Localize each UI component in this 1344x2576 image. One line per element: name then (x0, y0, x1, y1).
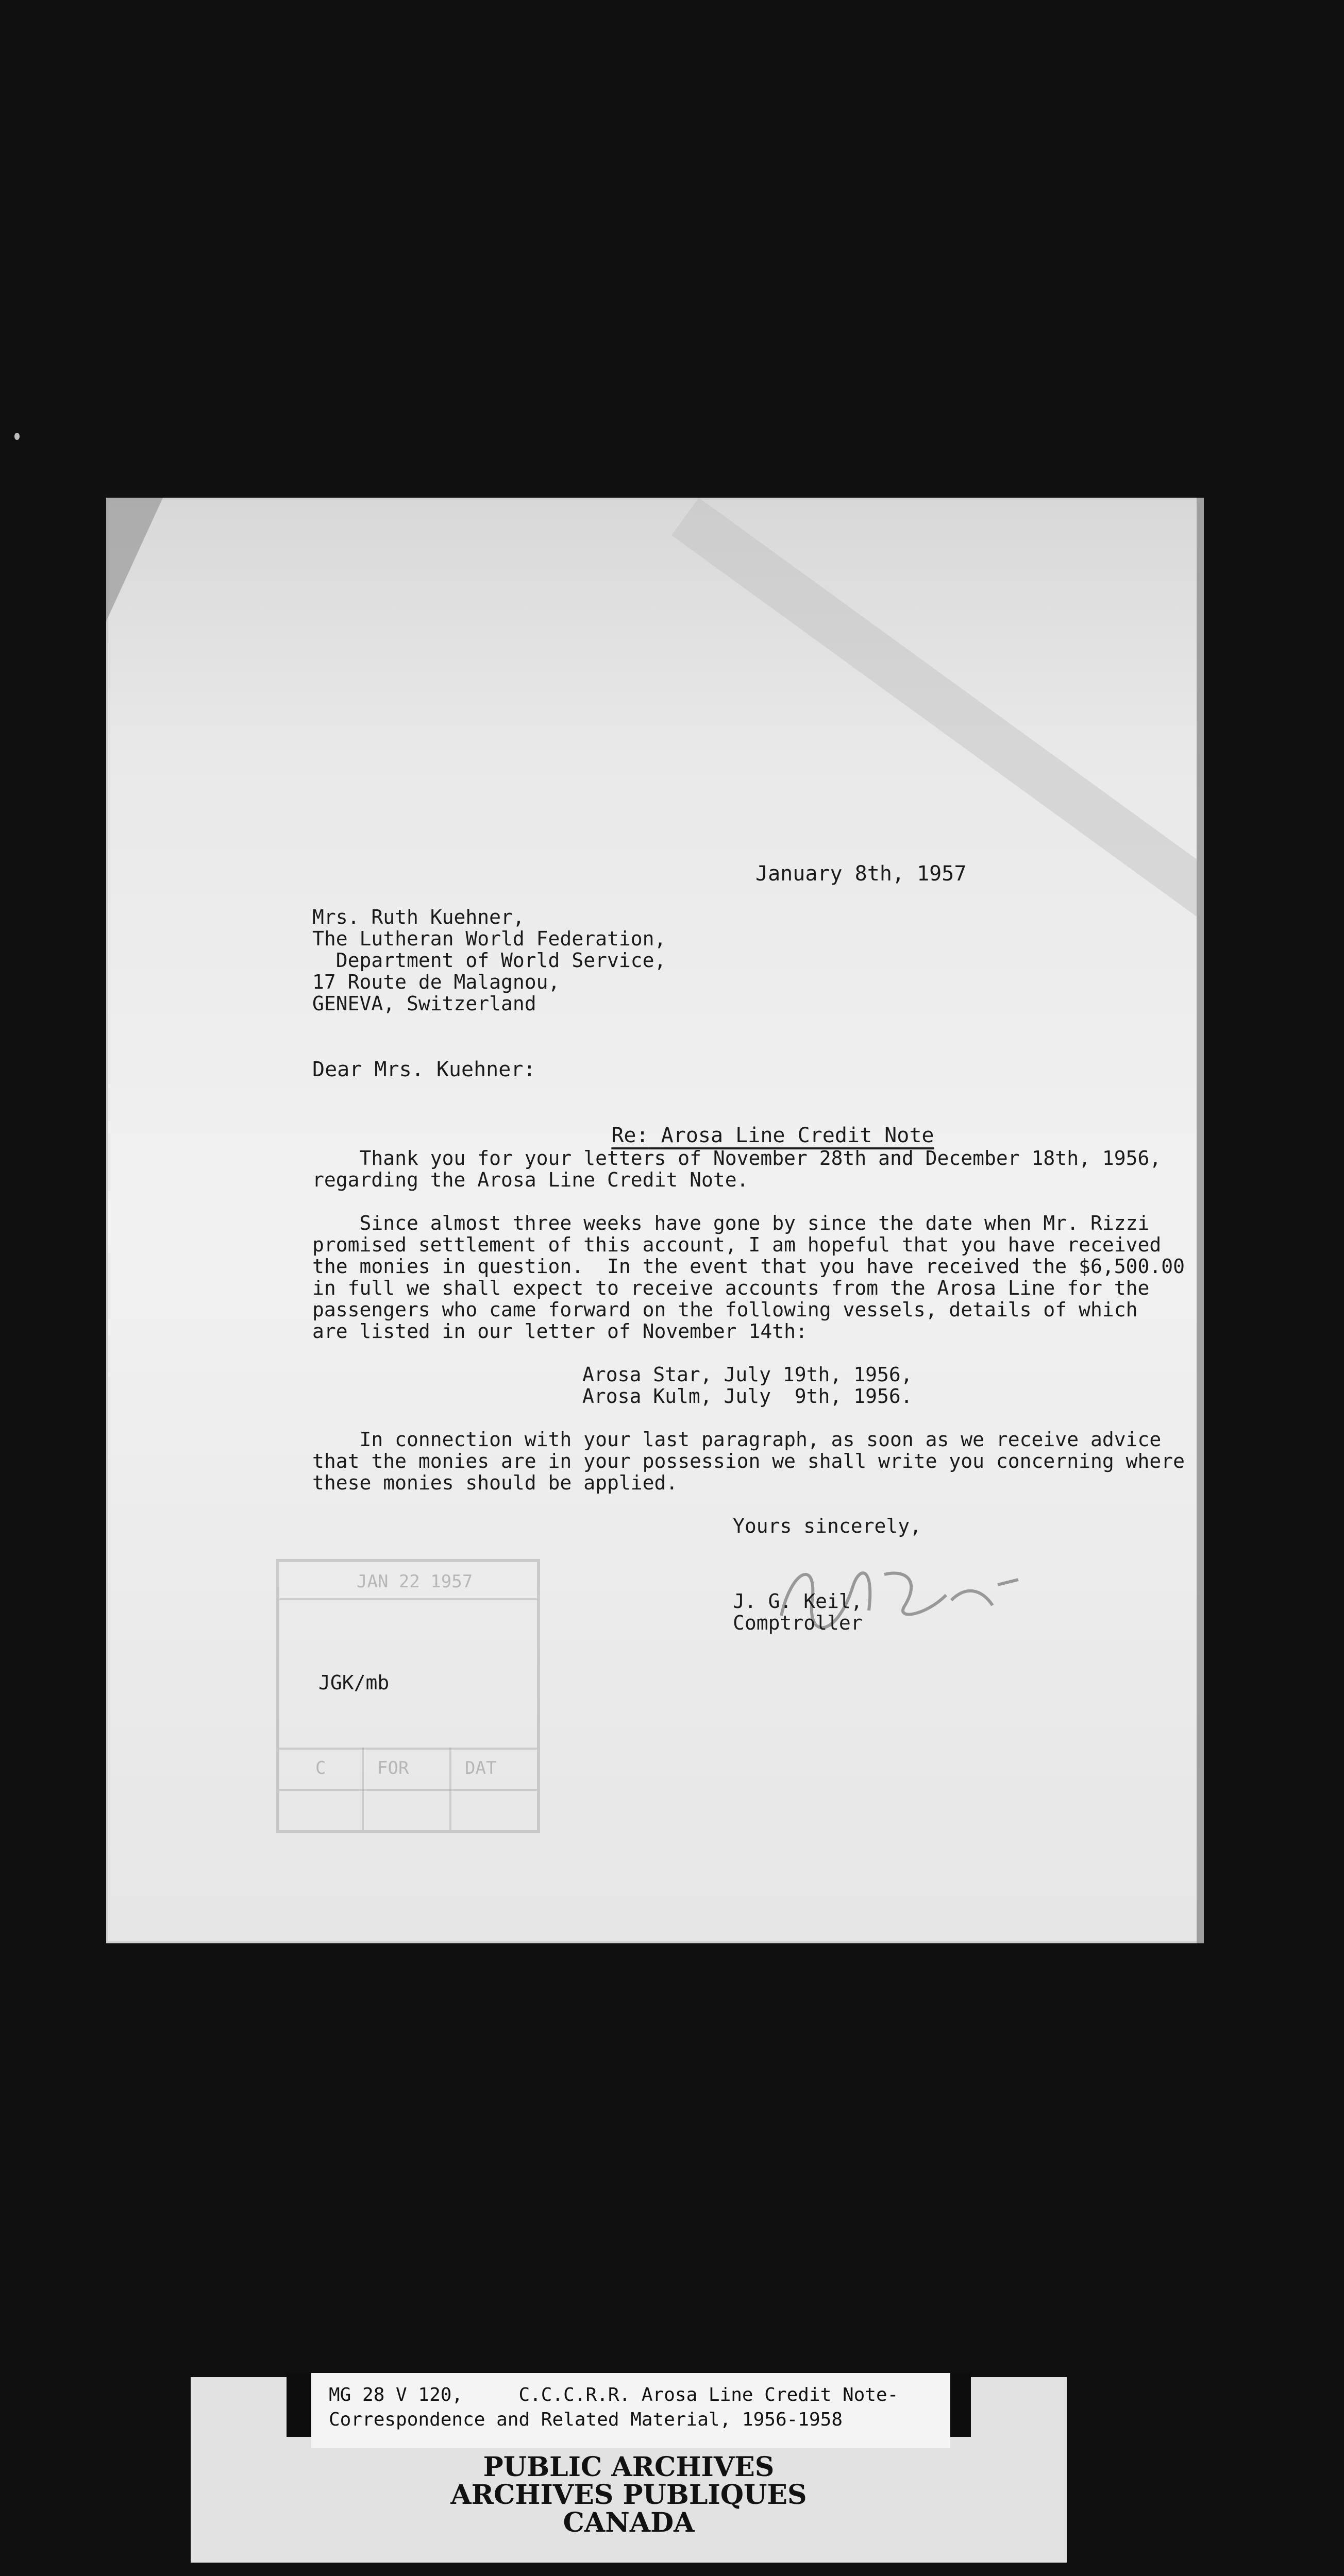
label-tab (950, 2373, 971, 2437)
recipient-line: The Lutheran World Federation, (312, 927, 666, 950)
paragraph-1-line: regarding the Arosa Line Credit Note. (312, 1168, 749, 1191)
caption-line-2: Correspondence and Related Material, 1956-1958 (329, 2409, 843, 2430)
paragraph-1-line: Thank you for your letters of November 28th and December 18th, 1956, (312, 1147, 1162, 1170)
stamp-date: JAN 22 1957 (357, 1571, 473, 1592)
letter-date: January 8th, 1957 (755, 862, 967, 886)
paragraph-2-line: are listed in our letter of November 14th: (312, 1320, 808, 1343)
paragraph-3-line: these monies should be applied. (312, 1471, 678, 1494)
received-stamp (276, 1559, 540, 1833)
film-speck (14, 433, 20, 440)
letter-page (106, 498, 1204, 1943)
institution-english: PUBLIC ARCHIVES (483, 2451, 775, 2483)
paragraph-2-line: in full we shall expect to receive accounts from the Arosa Line for the (312, 1277, 1150, 1299)
vessel-line: Arosa Kulm, July 9th, 1956. (582, 1385, 913, 1408)
recipient-line: GENEVA, Switzerland (312, 992, 536, 1015)
page-edge (1197, 498, 1204, 1943)
subject-prefix: Re: (611, 1124, 649, 1147)
signer-name: J. G. Keil, (733, 1590, 863, 1613)
recipient-line: Mrs. Ruth Kuehner, (312, 906, 525, 928)
page-crease (671, 498, 1204, 959)
recipient-line: Department of World Service, (312, 949, 666, 972)
stamp-cell: C (315, 1758, 326, 1778)
caption-line-1: MG 28 V 120, C.C.C.R.R. Arosa Line Credit Note- (329, 2384, 899, 2405)
paragraph-2-line: promised settlement of this account, I am hopeful that you have received (312, 1233, 1162, 1256)
typist-initials: JGK/mb (318, 1671, 390, 1694)
subject-text: Arosa Line Credit Note (661, 1124, 934, 1147)
paragraph-2-line: Since almost three weeks have gone by since the date when Mr. Rizzi (312, 1212, 1150, 1234)
signer-title: Comptroller (733, 1612, 863, 1634)
closing: Yours sincerely, (733, 1515, 922, 1537)
institution-country: CANADA (563, 2507, 695, 2538)
page-corner-fold (106, 498, 163, 621)
label-tab (287, 2373, 311, 2437)
archive-caption (311, 2373, 950, 2448)
vessel-line: Arosa Star, July 19th, 1956, (582, 1363, 913, 1386)
paragraph-2-line: passengers who came forward on the following vessels, details of which (312, 1298, 1138, 1321)
institution-french: ARCHIVES PUBLIQUES (450, 2479, 807, 2511)
stamp-cell: FOR (377, 1758, 409, 1778)
paragraph-3-line: In connection with your last paragraph, as soon as we receive advice (312, 1428, 1162, 1451)
paragraph-3-line: that the monies are in your possession we shall write you concerning where (312, 1450, 1185, 1472)
salutation: Dear Mrs. Kuehner: (312, 1058, 536, 1081)
stamp-cell: DAT (465, 1758, 497, 1778)
paragraph-2-line: the monies in question. In the event that you have received the $6,500.00 (312, 1255, 1185, 1278)
recipient-line: 17 Route de Malagnou, (312, 971, 560, 993)
